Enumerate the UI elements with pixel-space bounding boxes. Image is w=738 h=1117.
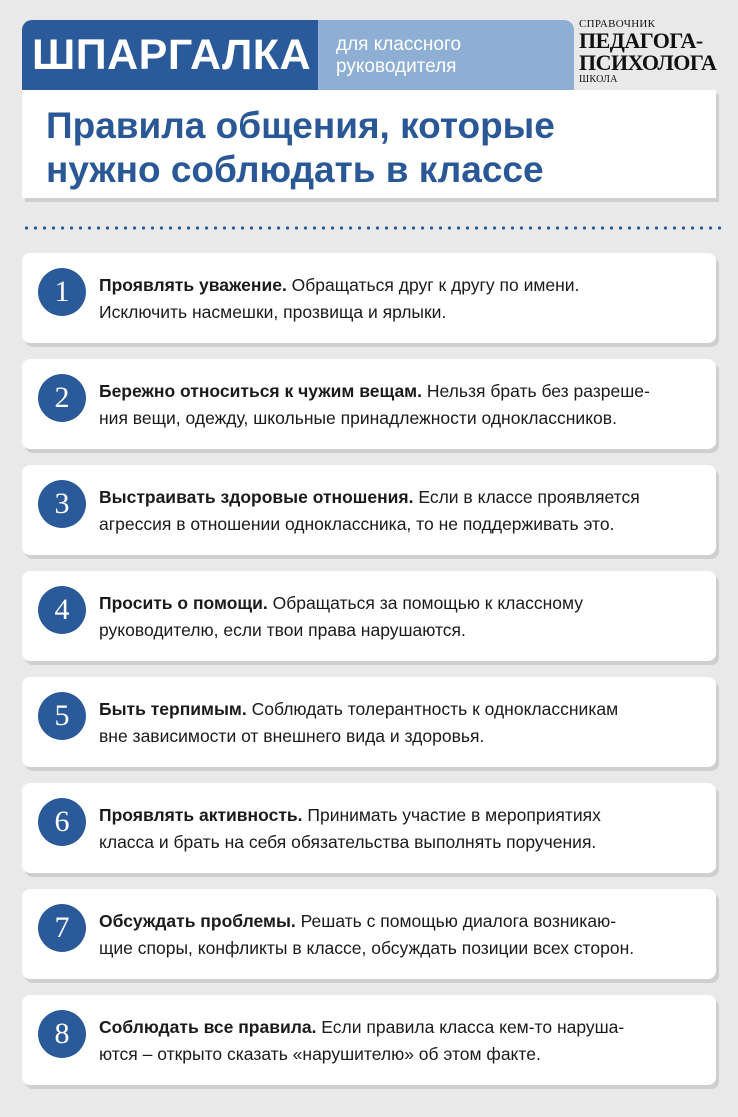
rule-text [99, 590, 704, 644]
rule-line2: руководителю, если твои права нарушаются. [99, 620, 466, 640]
rule-description: Обращаться за помощью к классному [267, 593, 583, 613]
rule-card [22, 677, 716, 767]
rule-text [99, 696, 704, 750]
rule-number-badge: 8 [38, 1010, 86, 1058]
rule-text [99, 378, 704, 432]
header-subtitle-line2: руководителя [336, 56, 457, 77]
rule-heading: Обсуждать проблемы. [99, 911, 296, 931]
header-main-block [22, 20, 318, 90]
rule-text [99, 272, 704, 326]
header-main-title: ШПАРГАЛКА [32, 31, 312, 79]
rule-description: Принимать участие в мероприятиях [302, 805, 601, 825]
header-subtitle-block [318, 20, 574, 90]
rule-line2: щие споры, конфликты в классе, обсуждать позиции всех сторон. [99, 938, 635, 958]
dotted-divider [22, 226, 722, 230]
header-subtitle [336, 34, 461, 78]
rule-line2: класса и брать на себя обязательства выполнять поручения. [99, 832, 597, 852]
rule-card [22, 571, 716, 661]
rule-number-badge: 1 [38, 268, 86, 316]
rule-text [99, 908, 704, 962]
rule-heading: Проявлять активность. [99, 805, 303, 825]
rule-number-badge: 2 [38, 374, 86, 422]
page-title [22, 90, 716, 198]
rule-heading: Бережно относиться к чужим вещам. [99, 381, 422, 401]
rule-line1 [99, 590, 704, 617]
brand-line4: ШКОЛА [579, 74, 618, 85]
brand-line1: СПРАВОЧНИК [579, 18, 656, 30]
rule-description: Если правила класса кем-то наруша- [316, 1017, 625, 1037]
rule-description: Решать с помощью диалога возникаю- [295, 911, 617, 931]
rule-heading: Соблюдать все правила. [99, 1017, 317, 1037]
rule-heading: Выстраивать здоровые отношения. [99, 487, 414, 507]
rule-number-badge: 4 [38, 586, 86, 634]
rule-text [99, 802, 704, 856]
rule-text [99, 1014, 704, 1068]
brand-line3: ПСИХОЛОГА [579, 50, 717, 75]
rule-description: Соблюдать толерантность к одноклассникам [246, 699, 619, 719]
rule-line2: вне зависимости от внешнего вида и здоровья. [99, 726, 485, 746]
rule-line1 [99, 378, 704, 405]
rule-number-badge: 3 [38, 480, 86, 528]
rule-card [22, 783, 716, 873]
page-title-line1: Правила общения, которые [46, 105, 555, 146]
rule-text [99, 484, 704, 538]
rule-line2: Исключить насмешки, прозвища и ярлыки. [99, 302, 447, 322]
rule-line2: ния вещи, одежду, школьные принадлежности одноклассников. [99, 408, 617, 428]
rule-heading: Просить о помощи. [99, 593, 268, 613]
rule-number-badge: 7 [38, 904, 86, 952]
rule-number-badge: 5 [38, 692, 86, 740]
rule-number-badge: 6 [38, 798, 86, 846]
rule-line1 [99, 908, 704, 935]
rule-description: Обращаться друг к другу по имени. [286, 275, 580, 295]
rule-card [22, 889, 716, 979]
rule-line1 [99, 802, 704, 829]
brand-logo [579, 18, 729, 88]
rule-line2: агрессия в отношении одноклассника, то не поддерживать это. [99, 514, 615, 534]
rule-heading: Быть терпимым. [99, 699, 247, 719]
rule-card [22, 465, 716, 555]
rule-card [22, 253, 716, 343]
brand-line2: ПЕДАГОГА- [579, 28, 703, 53]
rule-description: Нельзя брать без разреше- [422, 381, 650, 401]
header-subtitle-line1: для классного [336, 34, 462, 55]
rule-heading: Проявлять уважение. [99, 275, 287, 295]
rule-card [22, 359, 716, 449]
page-title-line2: нужно соблюдать в классе [46, 149, 544, 190]
rule-line1 [99, 1014, 704, 1041]
rule-line1 [99, 484, 704, 511]
rule-line1 [99, 272, 704, 299]
rule-card [22, 995, 716, 1085]
rule-line1 [99, 696, 704, 723]
rule-description: Если в классе проявляется [413, 487, 640, 507]
rule-line2: ются – открыто сказать «нарушителю» об этом факте. [99, 1044, 541, 1064]
